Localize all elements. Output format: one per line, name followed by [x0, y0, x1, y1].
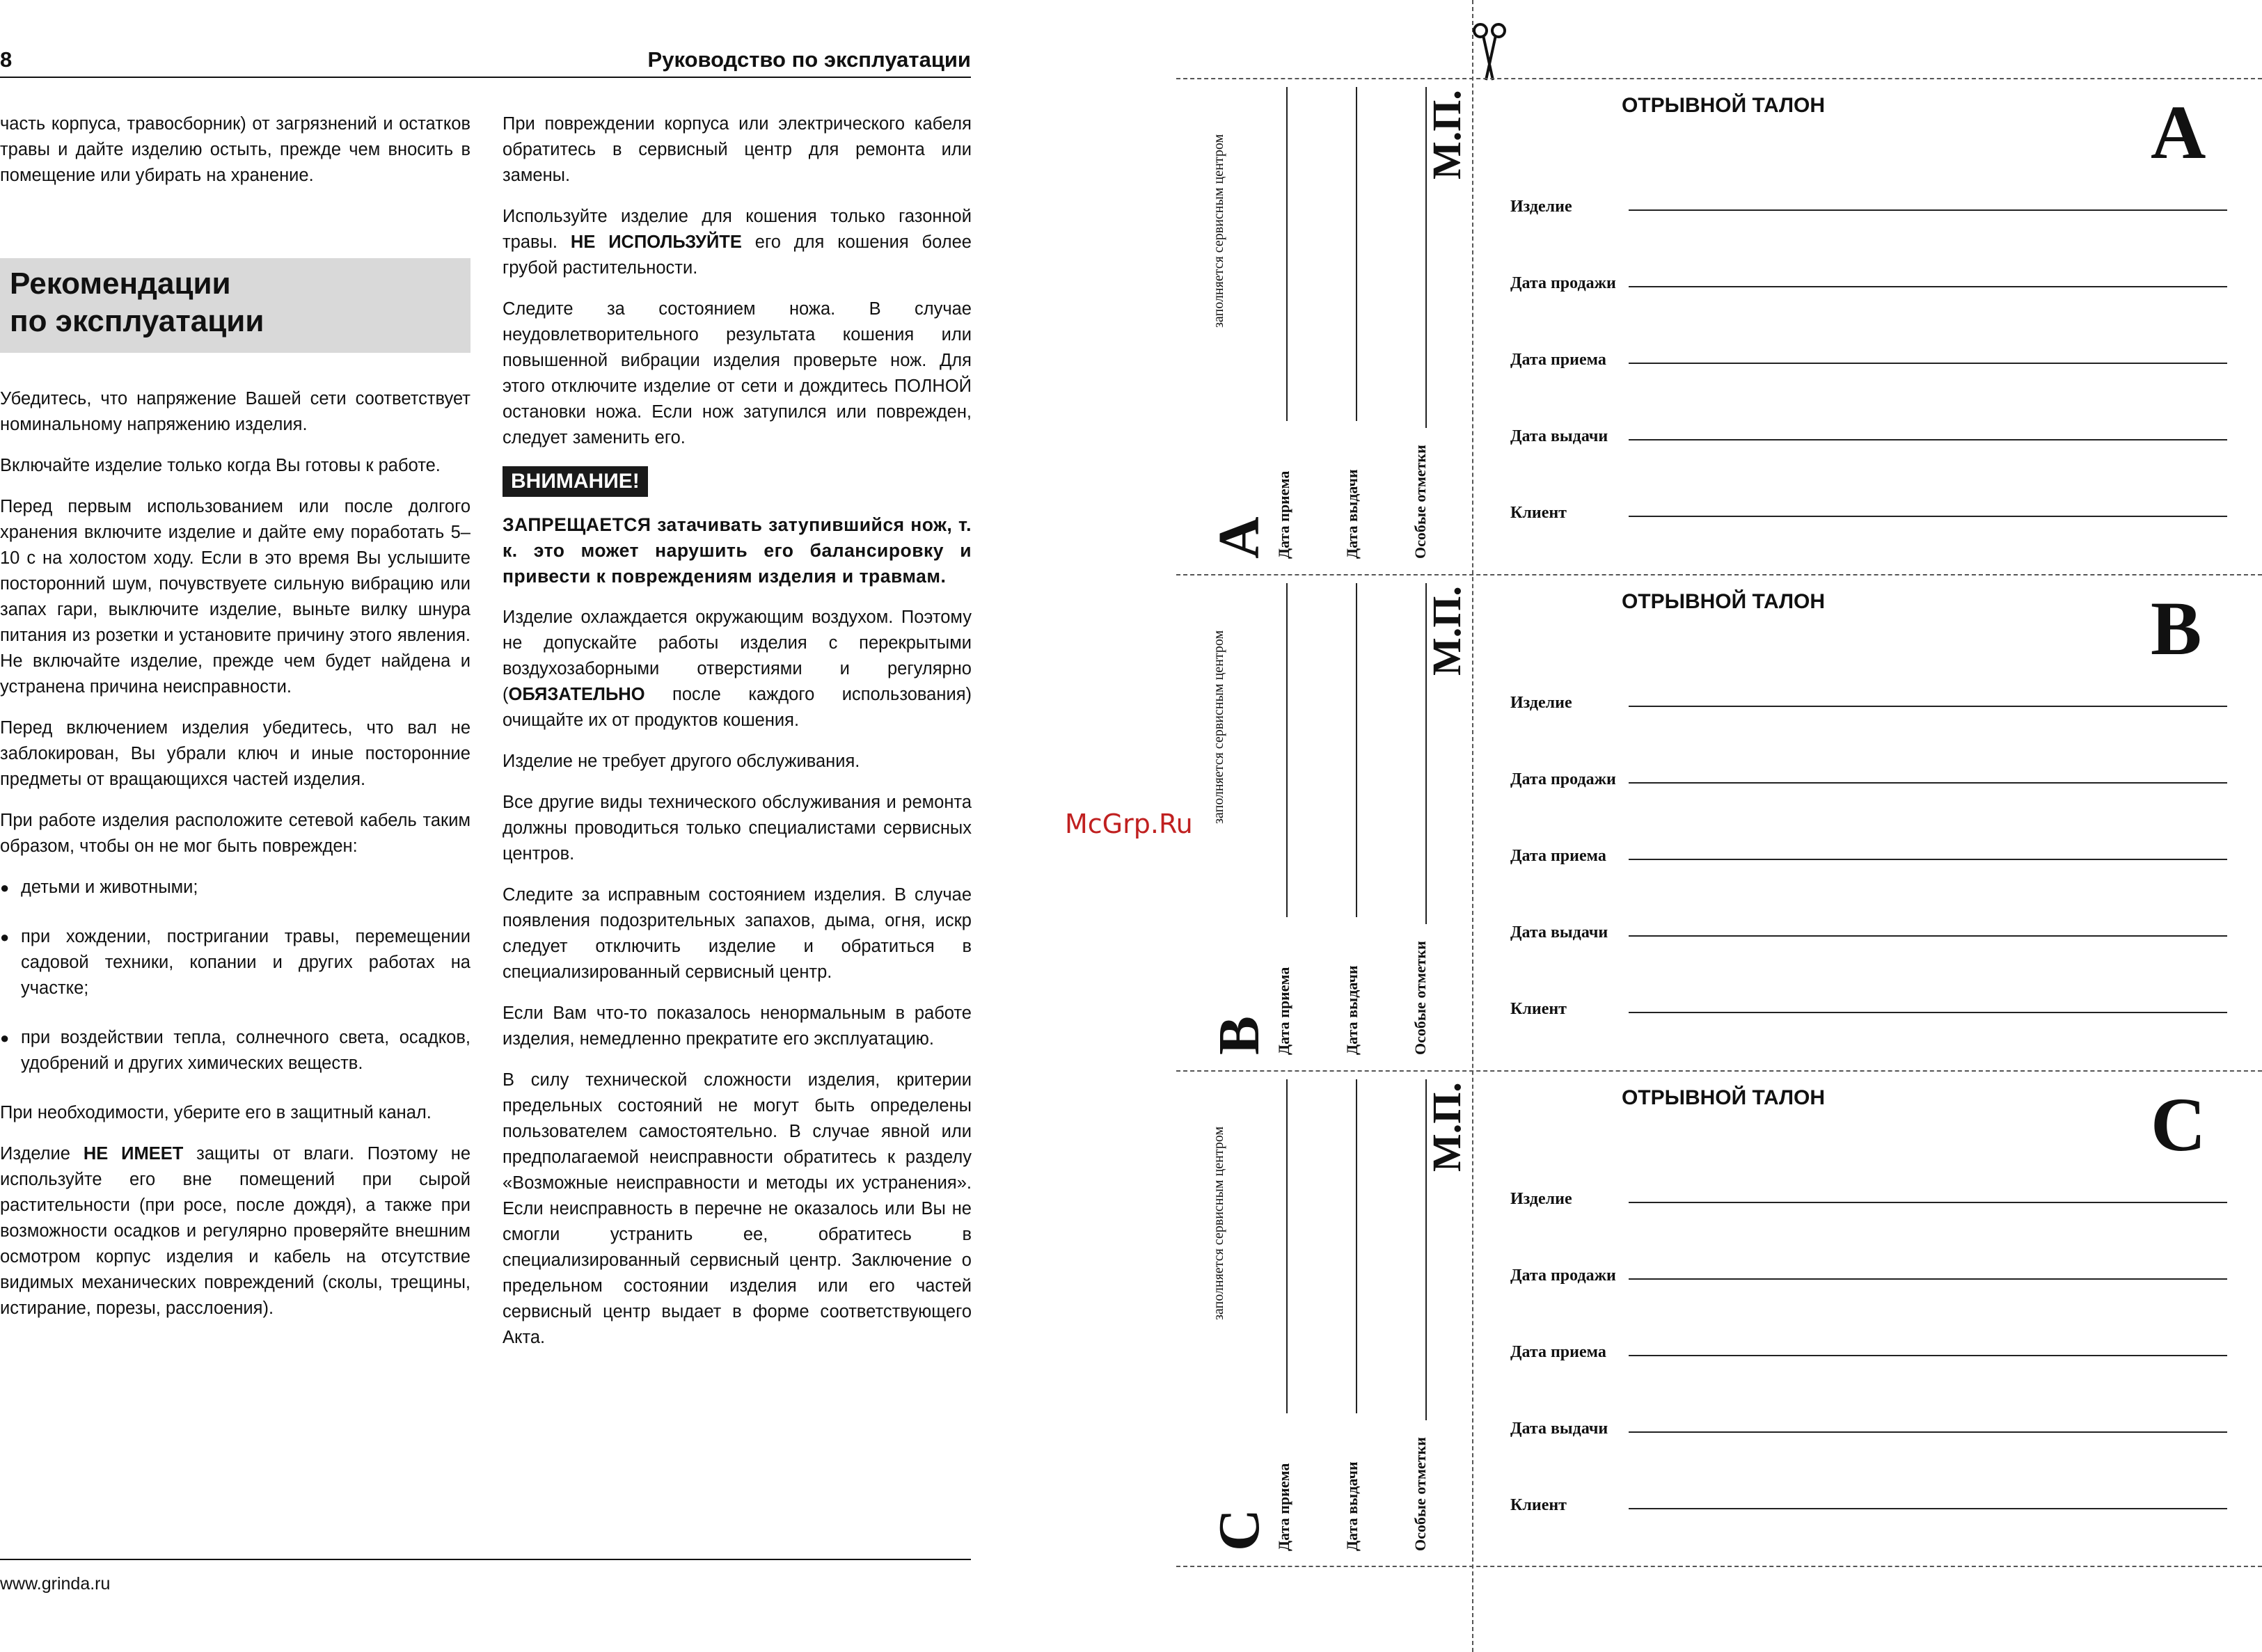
field-line — [1629, 1202, 2227, 1203]
paragraph-moisture — [0, 1141, 470, 1321]
stub-note: заполняется сервисным центром — [1211, 134, 1226, 328]
stub-notes-label: Особые отметки — [1411, 1437, 1429, 1551]
list-item: ● при хождении, постригании травы, перемещении садовой техники, копании и других работах на участке; — [0, 924, 470, 1001]
stub-letter: B — [1207, 1015, 1272, 1055]
stub-received-label: Дата приема — [1275, 1463, 1292, 1551]
stub-line — [1286, 583, 1288, 917]
field-line — [1629, 935, 2227, 937]
coupon-title: ОТРЫВНОЙ ТАЛОН — [1621, 1086, 1826, 1109]
coupon-field-issue-date — [1510, 909, 2227, 942]
coupon-field-sale-date — [1510, 260, 2227, 292]
coupon-letter: C — [2151, 1082, 2206, 1167]
stub-line — [1356, 87, 1357, 421]
coupon-field-client — [1510, 985, 2227, 1018]
paragraph-grass-only — [503, 204, 972, 281]
stub-line — [1286, 1079, 1288, 1413]
field-line — [1629, 439, 2227, 440]
stamp-mark: М.П. — [1424, 90, 1469, 180]
coupon-letter: B — [2151, 586, 2202, 671]
coupon-field-product — [1510, 679, 2227, 712]
coupon-c — [1176, 1071, 2238, 1566]
stub-line — [1356, 1079, 1357, 1413]
coupon-field-client — [1510, 489, 2227, 522]
coupon-field-receive-date — [1510, 1328, 2227, 1361]
field-label: Дата приема — [1510, 1343, 1606, 1361]
stub-line — [1286, 87, 1288, 421]
coupon-field-sale-date — [1510, 756, 2227, 788]
paragraph-ready: Включайте изделие только когда Вы готовы к работе. — [0, 456, 441, 475]
field-line — [1629, 363, 2227, 364]
stub-issued-label: Дата выдачи — [1343, 469, 1361, 559]
field-label: Дата выдачи — [1510, 427, 1608, 445]
watermark: McGrp.Ru — [1065, 809, 1193, 839]
stub-note: заполняется сервисным центром — [1211, 630, 1226, 824]
stub-received-label: Дата приема — [1275, 967, 1292, 1055]
field-line — [1629, 859, 2227, 860]
stub-received-label: Дата приема — [1275, 470, 1292, 559]
field-line — [1629, 1508, 2227, 1509]
left-text-column — [0, 111, 470, 1337]
paragraph-voltage: Убедитесь, что напряжение Вашей сети соответствует номинальному напряжению изделия. — [0, 389, 470, 434]
field-label: Клиент — [1510, 1496, 1567, 1514]
section-title-line2: по эксплуатации — [10, 304, 264, 338]
paragraph-abnormal: Если Вам что-то показалось ненормальным в работе изделия, немедленно прекратите его эксплуатацию. — [503, 1003, 972, 1049]
paragraph-condition: Следите за исправным состоянием изделия. В случае появления подозрительных запахов, дыма, огня, искр следует отключить изделие и обратиться в специализированный сервисный центр. — [503, 885, 972, 982]
footer-url: www.grinda.ru — [0, 1574, 111, 1594]
text-fragment: защиты от влаги. Поэтому не используйте его вне помещений при сырой растительности (при росе, после дождя), а также при возможности осадков и регулярно проверяйте внешним осмотром корпус изделия и кабель на отсутствие видимых механических повреждений (сколы, трещины, истирание, порезы, расслоения). — [0, 1144, 470, 1318]
stub-notes-label: Особые отметки — [1411, 445, 1429, 559]
coupon-title: ОТРЫВНОЙ ТАЛОН — [1621, 590, 1826, 613]
stub-letter: A — [1207, 516, 1272, 559]
stub-letter: C — [1207, 1509, 1272, 1551]
coupon-field-receive-date — [1510, 832, 2227, 865]
section-title — [0, 258, 470, 353]
coupon-a — [1176, 79, 2238, 574]
stub-issued-label: Дата выдачи — [1343, 1461, 1361, 1551]
paragraph-cooling — [503, 605, 972, 733]
list-item: ● при воздействии тепла, солнечного света, осадков, удобрений и других химических веществ. — [0, 1025, 470, 1077]
coupon-title: ОТРЫВНОЙ ТАЛОН — [1621, 94, 1826, 117]
field-line — [1629, 1355, 2227, 1356]
field-label: Дата продажи — [1510, 274, 1616, 292]
coupon-field-product — [1510, 1175, 2227, 1208]
paragraph-damage: При повреждении корпуса или электрического кабеля обратитесь в сервисный центр для ремонта или замены. — [503, 114, 972, 185]
field-line — [1629, 516, 2227, 517]
paragraph-specialists: Все другие виды технического обслуживания и ремонта должны проводиться только специалистами сервисных центров. — [503, 793, 972, 864]
emphasis-text: НЕ ИМЕЕТ — [83, 1144, 184, 1163]
stub-issued-label: Дата выдачи — [1343, 965, 1361, 1055]
coupon-letter: A — [2151, 90, 2206, 175]
coupon-field-sale-date — [1510, 1252, 2227, 1285]
warning-text: ЗАПРЕЩАЕТСЯ затачивать затупившийся нож, т. к. это может нарушить его балансировку и привести к повреждениям изделия и травмам. — [503, 514, 972, 587]
field-line — [1629, 782, 2227, 784]
field-line — [1629, 286, 2227, 287]
coupon-field-issue-date — [1510, 1405, 2227, 1438]
stub-note: заполняется сервисным центром — [1211, 1126, 1226, 1320]
stub-line — [1356, 583, 1357, 917]
emphasis-text: НЕ ИСПОЛЬЗУЙТЕ — [570, 232, 742, 252]
field-line — [1629, 1278, 2227, 1280]
paragraph-shaft-check: Перед включением изделия убедитесь, что вал не заблокирован, Вы убрали ключ и иные посторонние предметы от вращающихся частей изделия. — [0, 718, 470, 789]
field-line — [1629, 706, 2227, 707]
right-text-column — [503, 111, 972, 1366]
warning-badge: ВНИМАНИЕ! — [503, 466, 648, 497]
field-label: Дата выдачи — [1510, 1420, 1608, 1438]
field-label: Изделие — [1510, 694, 1572, 712]
paragraph-cable: При работе изделия расположите сетевой кабель таким образом, чтобы он не мог быть поврежден: — [0, 811, 470, 856]
field-label: Клиент — [1510, 504, 1567, 522]
list-item: ● детьми и животными; — [0, 875, 470, 900]
stamp-mark: М.П. — [1424, 1082, 1469, 1172]
field-label: Изделие — [1510, 198, 1572, 216]
cable-bullet-list — [0, 875, 470, 1077]
page-header-title: Руководство по эксплуатации — [647, 47, 971, 72]
field-label: Дата приема — [1510, 847, 1606, 865]
paragraph-first-use: Перед первым использованием или после долгого хранения включите изделие и дайте ему поработать 5–10 с на холостом ходу. Если в это время Вы услышите посторонний шум, почувствуете сильную вибрацию или запах гари, выключите изделие, выньте вилку шнура питания из розетки и установите причину этого явления. Не включайте изделие, прежде чем будет найдена и устранена причина неисправности. — [0, 497, 470, 697]
field-line — [1629, 1012, 2227, 1013]
field-label: Дата продажи — [1510, 770, 1616, 788]
field-line — [1629, 1431, 2227, 1433]
field-line — [1629, 209, 2227, 211]
field-label: Изделие — [1510, 1190, 1572, 1208]
emphasis-text: ОБЯЗАТЕЛЬНО — [508, 685, 645, 704]
page-number: 8 — [0, 47, 13, 72]
coupon-field-product — [1510, 183, 2227, 216]
coupon-field-issue-date — [1510, 413, 2227, 445]
paragraph-limit-states: В силу технической сложности изделия, критерии предельных состояний не могут быть определены пользователем самостоятельно. В случае явной или предполагаемой неисправности обратитесь к разделу «Возможные неисправности и методы их устранения». Если неисправность в перечне не оказалось или Вы не смогли устранить ее, обратитесь в специализированный сервисный центр. Заключение о предельном состоянии изделия или его частей сервисный центр выдает в форме соответствующего Акта. — [503, 1070, 972, 1347]
scissors-icon — [1472, 21, 1507, 84]
intro-paragraph: часть корпуса, травосборник) от загрязнений и остатков травы и дайте изделию остыть, прежде чем вносить в помещение или убирать на хранение. — [0, 114, 470, 185]
header-divider — [0, 77, 971, 78]
text-fragment: после каждого использования) очищайте их от продуктов кошения. — [503, 685, 972, 730]
coupon-b — [1176, 575, 2238, 1070]
coupon-field-client — [1510, 1482, 2227, 1514]
paragraph-no-service: Изделие не требует другого обслуживания. — [503, 752, 860, 771]
stub-notes-label: Особые отметки — [1411, 941, 1429, 1055]
text-fragment: Используйте изделие для кошения только газонной травы. — [503, 207, 972, 252]
field-label: Дата продажи — [1510, 1266, 1616, 1285]
paragraph-blade: Следите за состоянием ножа. В случае неудовлетворительного результата кошения или повышенной вибрации изделия проверьте нож. Для этого отключите изделие от сети и дождитесь ПОЛНОЙ остановки ножа. Если нож затупился или поврежден, следует заменить его. — [503, 299, 972, 447]
section-title-line1: Рекомендации — [10, 267, 231, 301]
text-fragment: его для кошения более грубой растительности. — [503, 232, 972, 278]
field-label: Дата приема — [1510, 351, 1606, 369]
field-label: Клиент — [1510, 1000, 1567, 1018]
text-fragment: Изделие — [0, 1144, 84, 1163]
paragraph-channel: При необходимости, уберите его в защитный канал. — [0, 1103, 432, 1122]
field-label: Дата выдачи — [1510, 923, 1608, 942]
coupon-field-receive-date — [1510, 336, 2227, 369]
text-fragment: Изделие охлаждается окружающим воздухом. Поэтому не допускайте работы изделия с перекрытыми воздухозаборными отверстиями и регулярно ( — [503, 607, 972, 704]
stamp-mark: М.П. — [1424, 586, 1469, 676]
footer-divider — [0, 1559, 971, 1560]
